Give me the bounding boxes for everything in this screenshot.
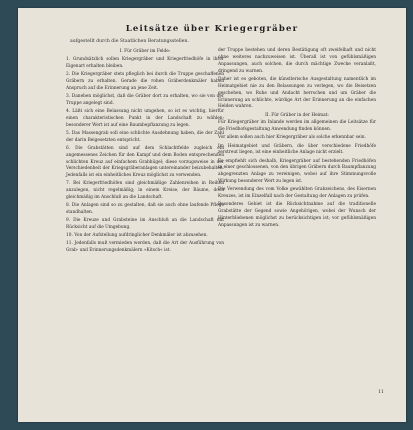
section-heading-2: II. Für Gräber in der Heimat:	[265, 112, 329, 118]
paragraph: Besonderes Gebiet ist die Rücksichtnahme auf die traditionelle Grabstätte der Gegend sowie Angehörigen, wobei der Wunsch der Hinterbliebenen möglichst zu berücksichtigen ist; vor gefühlsmäßigen Anpassungen ist zu warnen.	[218, 202, 376, 229]
list-item: 5. Das Massengrab soll eine schlichte Ausdehnung haben, die der Zahl der darin Beigesetzten entspricht.	[66, 130, 224, 143]
list-item: 3. Daneben möglichst, daß die Gräber dort zu erhalten, wo sie von der Truppe angelegt sind.	[66, 93, 224, 106]
list-item: 11. Jedenfalls muß vermieden werden, daß die Art der Ausführung von Grab- und Erinnerungsdenkmälern »Kitsch« ist.	[66, 241, 224, 254]
list-item: 8. Die Anlagen sind so zu gestalten, daß sie auch ohne laufende Pflege standhalten.	[66, 203, 224, 216]
list-item: 1. Grundsätzlich sollen Kriegergräber und Kriegerfriedhöfe in ihrer Eigenart erhalten bleiben.	[66, 56, 224, 69]
list-item: 2. Die Kriegergräber stets pfleglich bei durch die Truppe geschaffenen Gräbern zu erhalten. Gerade die rohen Gräberdenkmäler haben Anspruch auf die Erinnerung an jene Zeit.	[66, 71, 224, 91]
paragraph: der Truppe bestehen und deren Bestätigung oft zweifelhaft und nicht ohne weiteres nachzuweisen ist. Überall ist von gefühlsmäßigen Anpassungen, auch solchen, die durch mächtige Zwecke veranlaßt, dringend zu warnen.	[218, 48, 376, 74]
paragraph: Daher ist es geboten, die künstlerische Ausgestaltung namentlich im Heimatgebiet nie zu den Belassungen zu verlegen, wo die Beisetzen geschehen, wo Ruhe und Andacht herrschen und um Gräber die Erinnerung an schlichte, würdige Art der Erinnerung an die einfachen Helden wahren.	[218, 76, 376, 110]
page-subtitle: aufgestellt durch die Staatlichen Beratungsstellen.	[70, 39, 189, 44]
right-column	[218, 48, 376, 231]
page-title: Leitsätze über Kriegergräber	[125, 24, 299, 34]
paragraph: Für Kriegergräber im Inlande werden im allgemeinen die Leitsätze für die Friedhofsgestaltung Anwendung finden können.	[218, 120, 376, 133]
list-item: 6. Die Grabstätten sind auf dem Schlachtfelde zugleich ein angemessenes Zeichen für den Kampf und dem Boden entsprechenden schlichten Kreuz auf einfachem Grabhügel; diese vorzugsweise in der Verschiedenheit der Kriegsgräberanlagen untereinander beizubehalten. Jedenfalls ist ein einheitliches Kreuz möglichst zu verwenden.	[66, 145, 224, 179]
page-number: 11	[378, 390, 384, 395]
left-column	[66, 48, 224, 256]
document-page	[18, 8, 406, 422]
list-item: 9. Die Kreuze und Grabsteine im Anschluß an die Landschaft mit Rücksicht auf die Umgebung.	[66, 218, 224, 231]
paragraph: Im Heimatgebiet und Gräbern, die über verschiedene Friedhöfe zerstreut liegen, ist eine einheitliche Anlage nicht erzielt.	[218, 143, 376, 156]
list-item: 10. Von der Aufstellung aufdringlicher Denkmäler ist abzusehen.	[66, 233, 208, 239]
guideline-list	[66, 57, 224, 255]
paragraph: Vor allem sollen auch hier Kriegergräber als solche erkennbar sein.	[218, 135, 366, 141]
section-heading-1: I. Für Gräber im Felde:	[119, 49, 171, 54]
paragraph: Es empfiehlt sich deshalb, Kriegergräber auf bestehenden Friedhöfen in einer geschlossenen, von den übrigen Gräbern durch Baumpflanzung abgegrenzten Anlage zu vereinigen, wobei auf ihre Stimmungsvolle Wirkung besonderer Wert zu legen ist.	[218, 158, 376, 185]
paragraph: Die Verwendung des vom Volke gewählten Grabzeichens, des Eisernen Kreuzes, ist im Einzelfall nach der Gestaltung der Anlagen zu prüfen.	[218, 187, 376, 200]
list-item: 7. Bei Kriegerfriedhöfen sind gleichmäßige Zahlenreihen in Reihen anzulegen, nicht regelmäßig; in einem Kreise, der Bäume, doch gleichmäßig im Anschluß an die Landschaft.	[66, 181, 224, 201]
list-item: 4. Läßt sich eine Belassung nicht umgehen, so ist es wichtig, hierfür einen charakteristischen Punkt in der Landschaft zu wählen; besonderer Wert ist auf eine Baumbepflanzung zu legen.	[66, 108, 224, 128]
